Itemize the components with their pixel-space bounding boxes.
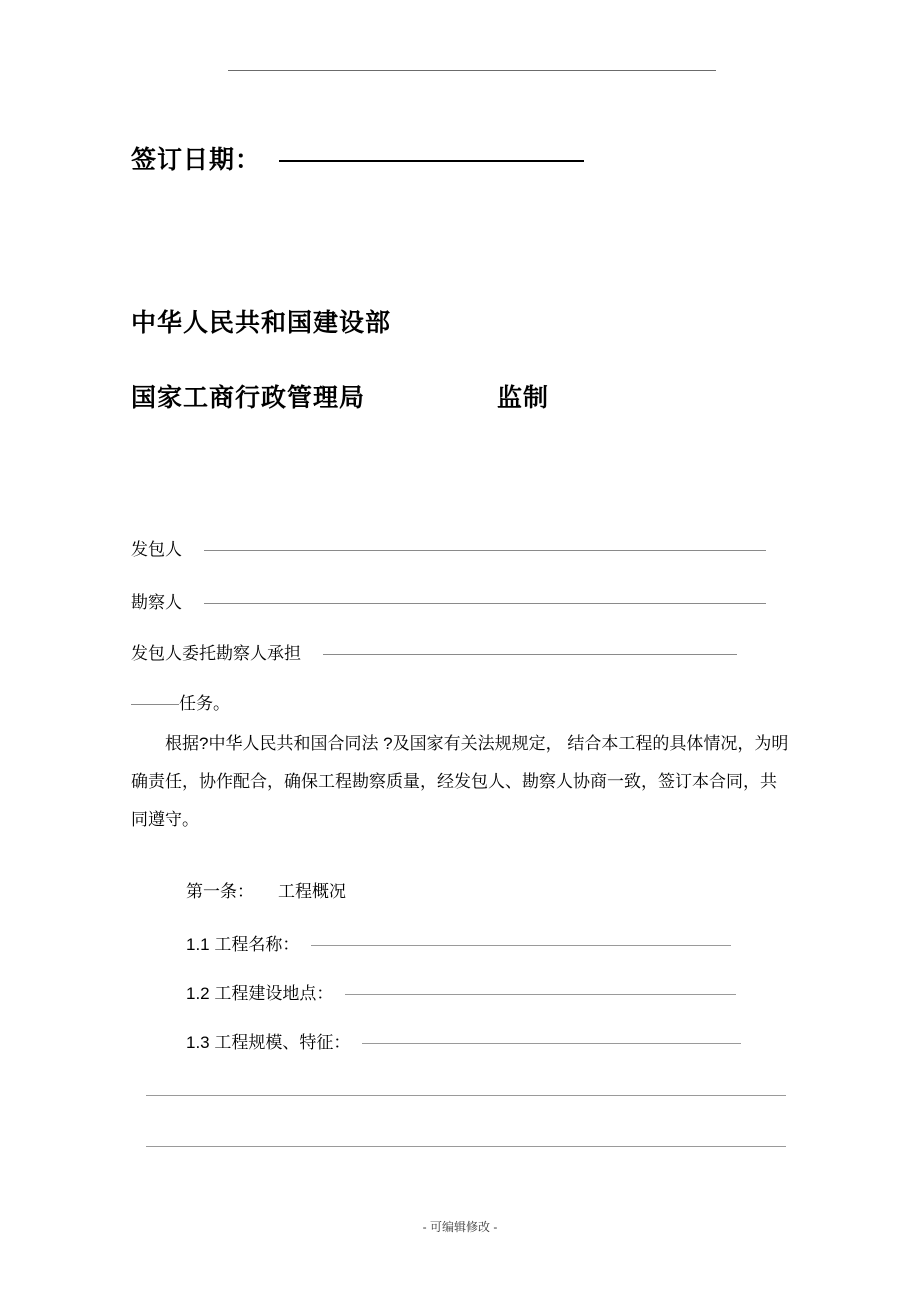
clause-1-1-label: 1.1 工程名称： (186, 935, 300, 954)
signing-date-row (131, 140, 584, 176)
employer-input-rule[interactable] (204, 550, 766, 551)
supervise-label: 监制 (497, 384, 550, 412)
employer-field (131, 535, 766, 560)
signing-date-blank[interactable] (279, 160, 584, 162)
clause-1-2-input-rule[interactable] (345, 994, 736, 995)
clause-1-3-label: 1.3 工程规模、特征： (186, 1033, 351, 1052)
clause-1-2-label: 1.2 工程建设地点： (186, 984, 334, 1003)
surveyor-input-rule[interactable] (204, 603, 766, 604)
entrust-label: 发包人委托勘察人承担 (131, 644, 301, 663)
clause-1-1-input-rule[interactable] (311, 945, 731, 946)
surveyor-field (131, 588, 766, 613)
employer-label: 发包人 (131, 540, 182, 559)
blank-write-rule-2[interactable] (146, 1146, 786, 1147)
signing-date-label: 签订日期： (131, 146, 262, 174)
clause-1-3-row (186, 1028, 741, 1053)
clause-1-heading (131, 877, 793, 902)
clause-1-1-row (186, 930, 731, 955)
issuer-ministry: 中华人民共和国建设部 (131, 309, 392, 337)
clause-1-title: 工程概况 (278, 882, 346, 901)
issuer-administration-row (131, 378, 549, 414)
clause-1-3-input-rule[interactable] (362, 1043, 741, 1044)
entrust-input-rule[interactable] (323, 654, 737, 655)
blank-write-rule-1[interactable] (146, 1095, 786, 1096)
top-divider-rule (228, 70, 716, 71)
surveyor-label: 勘察人 (131, 593, 182, 612)
clause-1-number: 第一条： (186, 882, 254, 901)
issuer-administration: 国家工商行政管理局 (131, 384, 366, 412)
task-label: 任务。 (179, 694, 230, 713)
task-field (131, 689, 230, 714)
entrust-field (131, 639, 737, 664)
clause-1-2-row (186, 979, 736, 1004)
task-input-rule[interactable] (131, 704, 179, 705)
basis-paragraph: 根据?中华人民共和国合同法 ?及国家有关法规规定， 结合本工程的具体情况，为明确责任，协作配合，确保工程勘察质量，经发包人、勘察人协商一致，签订本合同，共同遵守。 (131, 734, 789, 829)
page-footer: - 可编辑修改 - (422, 1220, 498, 1234)
